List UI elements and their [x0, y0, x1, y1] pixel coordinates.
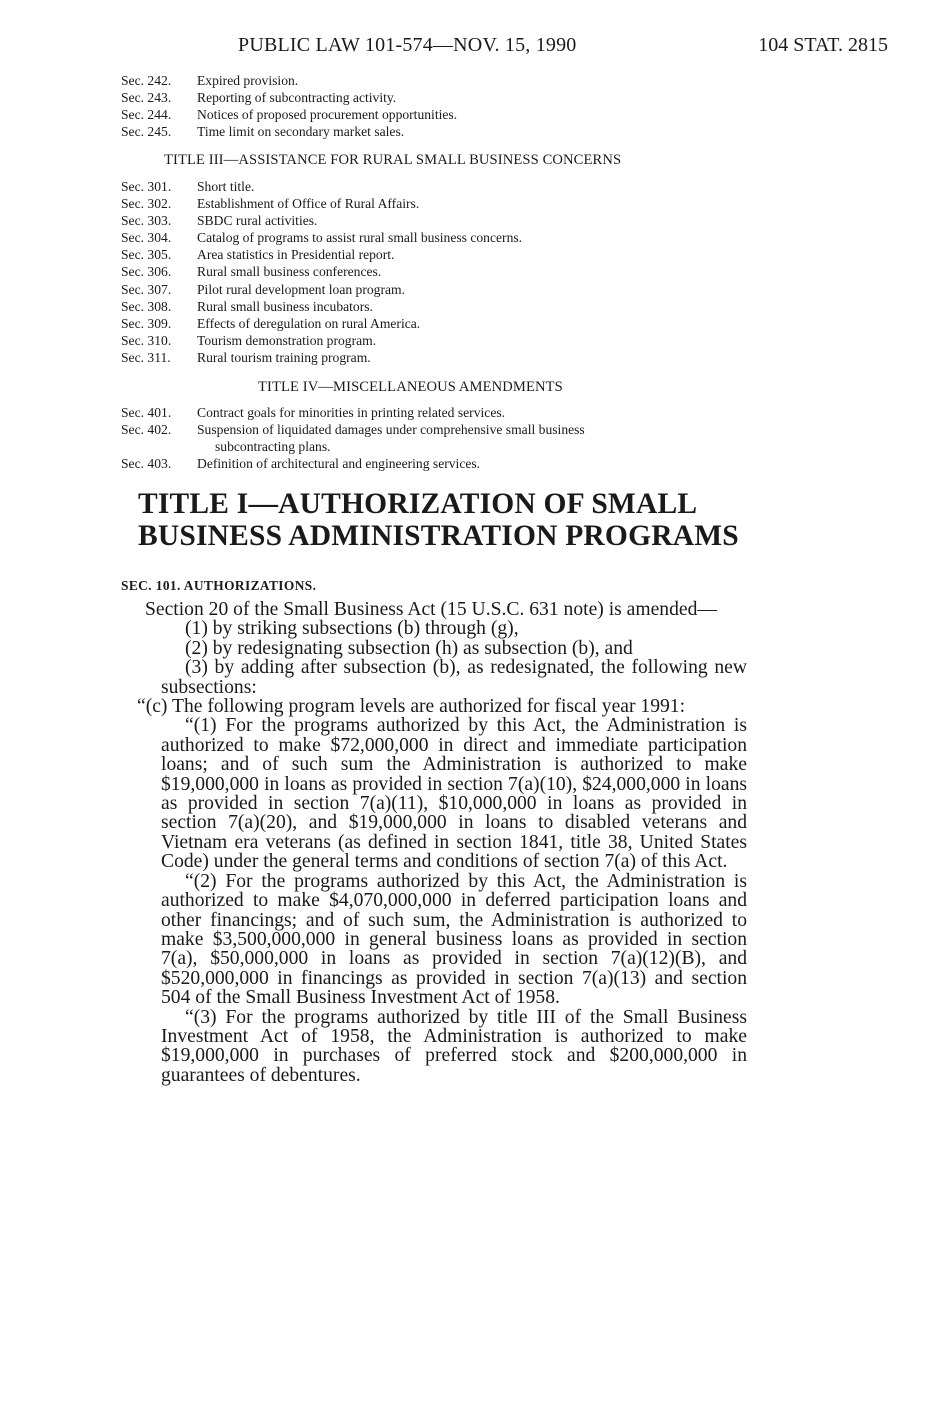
toc-title-iii-heading: TITLE III—ASSISTANCE FOR RURAL SMALL BUSINESS CONCERNS	[164, 152, 622, 168]
toc-entry-number: Sec. 310.	[121, 332, 172, 348]
toc-entry	[121, 455, 761, 472]
toc-entry-number: Sec. 306.	[121, 264, 172, 280]
toc-entry-number: Sec. 244.	[121, 107, 172, 123]
toc-title-iv	[121, 404, 761, 472]
toc-entry-text: Reporting of subcontracting activity.	[197, 90, 397, 106]
toc-entry-text: Area statistics in Presidential report.	[197, 247, 395, 263]
body-item-3: (3) by adding after subsection (b), as redesignated, the following new subsections:	[161, 657, 747, 698]
toc-entry-text: SBDC rural activities.	[197, 213, 318, 229]
toc-entry	[121, 246, 761, 263]
toc-entry-text-continued: subcontracting plans.	[215, 439, 331, 455]
toc-entry	[121, 212, 761, 229]
toc-entry-number: Sec. 403.	[121, 456, 172, 472]
toc-entry	[121, 298, 761, 315]
body-paragraph-3: “(3) For the programs authorized by title III of the Small Business Investment Act of 1958, the Administration is authorized to make $19,000,000 in purchases of preferred stock and $200,000,000 in guarantees of debentures.	[161, 1006, 747, 1086]
toc-entry-text: Suspension of liquidated damages under comprehensive small business	[197, 422, 585, 438]
section-heading: SEC. 101. AUTHORIZATIONS.	[121, 578, 317, 593]
toc-entry-number: Sec. 303.	[121, 213, 172, 229]
toc-entry	[121, 178, 761, 195]
body-intro: Section 20 of the Small Business Act (15 U.S.C. 631 note) is amended—	[145, 599, 717, 620]
toc-entry	[121, 106, 761, 123]
toc-entry-number: Sec. 401.	[121, 405, 172, 420]
toc-entry	[121, 123, 761, 140]
toc-entry-number: Sec. 301.	[121, 179, 172, 194]
toc-entry	[121, 229, 761, 246]
toc-entry	[121, 281, 761, 298]
toc-entry-text: Pilot rural development loan program.	[197, 281, 406, 297]
toc-entry-number: Sec. 307.	[121, 281, 172, 297]
toc-entry-text: Short title.	[197, 179, 255, 194]
toc-entry-text: Expired provision.	[197, 73, 299, 88]
toc-entry-text: Rural small business incubators.	[197, 298, 373, 314]
toc-entry	[121, 332, 761, 349]
body-item-1: (1) by striking subsections (b) through (g),	[185, 618, 519, 640]
title-i-heading	[138, 488, 758, 552]
toc-entry-number: Sec. 245.	[121, 124, 172, 140]
toc-entry-text: Contract goals for minorities in printing related services.	[197, 405, 506, 420]
toc-entry-text: Effects of deregulation on rural America.	[197, 315, 421, 331]
statute-page-number: 104 STAT. 2815	[758, 34, 888, 56]
toc-entry-number: Sec. 311.	[121, 349, 171, 365]
toc-entry	[121, 89, 761, 106]
toc-entry-number: Sec. 305.	[121, 247, 172, 263]
toc-entry-text: Rural tourism training program.	[197, 349, 371, 365]
toc-entry	[121, 195, 761, 212]
toc-entry	[121, 349, 761, 366]
toc-entry-text: Notices of proposed procurement opportunities.	[197, 107, 458, 123]
toc-entry-number: Sec. 302.	[121, 196, 172, 212]
toc-title-iii	[121, 178, 761, 366]
body-paragraph-2: “(2) For the programs authorized by this Act, the Administration is authorized to make $4,070,000,000 in deferred participation loans and other financings; and of such sum, the Administration is authorized to make $3,500,000,000 in general business loans as provided in section 7(a), $50,000,000 in loans as provided in section 7(a)(12)(B), and $520,000,000 in financings as provided in section 7(a)(13) and section 504 of the Small Business Investment Act of 1958.	[161, 870, 747, 1009]
toc-entry	[121, 72, 761, 89]
toc-entry-number: Sec. 308.	[121, 298, 172, 314]
section-body	[121, 600, 747, 1085]
running-head-title: PUBLIC LAW 101-574—NOV. 15, 1990	[238, 34, 577, 56]
running-head	[238, 34, 888, 62]
toc-entry-number: Sec. 242.	[121, 73, 172, 88]
title-i-heading-line-1: TITLE I—AUTHORIZATION OF SMALL	[138, 488, 698, 520]
toc-entry-number: Sec. 243.	[121, 90, 172, 106]
toc-entry-number: Sec. 309.	[121, 315, 172, 331]
toc-entry-text: Definition of architectural and engineering services.	[197, 456, 481, 472]
toc-entry-text: Tourism demonstration program.	[197, 332, 377, 348]
body-item-2: (2) by redesignating subsection (h) as subsection (b), and	[185, 637, 633, 659]
toc-entry-text: Establishment of Office of Rural Affairs.	[197, 196, 420, 212]
toc-entry	[121, 404, 761, 421]
toc-entry	[121, 421, 761, 455]
toc-entry-number: Sec. 304.	[121, 230, 172, 246]
toc-title-iv-heading: TITLE IV—MISCELLANEOUS AMENDMENTS	[258, 379, 563, 395]
body-paragraph-1: “(1) For the programs authorized by this Act, the Administration is authorized to make $72,000,000 in direct and immediate participation loans; and of such sum the Administration is authorized to make $19,000,000 in loans as provided in section 7(a)(10), $24,000,000 in loans as provided in section 7(a)(11), $10,000,000 in loans as provided in section 7(a)(20), and $19,000,000 in loans to disabled veterans and Vietnam era veterans (as defined in section 1841, title 38, United States Code) under the general terms and conditions of section 7(a) of this Act.	[161, 715, 747, 873]
toc-entry-text: Time limit on secondary market sales.	[197, 124, 405, 140]
body-subsection-c: “(c) The following program levels are authorized for fiscal year 1991:	[137, 696, 686, 718]
toc-entry	[121, 263, 761, 280]
toc-entry-text: Catalog of programs to assist rural small business concerns.	[197, 230, 523, 246]
title-i-heading-line-2: BUSINESS ADMINISTRATION PROGRAMS	[138, 520, 739, 552]
toc-entry-text: Rural small business conferences.	[197, 264, 382, 280]
toc-entry-number: Sec. 402.	[121, 422, 172, 438]
toc-entry	[121, 315, 761, 332]
toc-title-ii-tail	[121, 72, 761, 140]
